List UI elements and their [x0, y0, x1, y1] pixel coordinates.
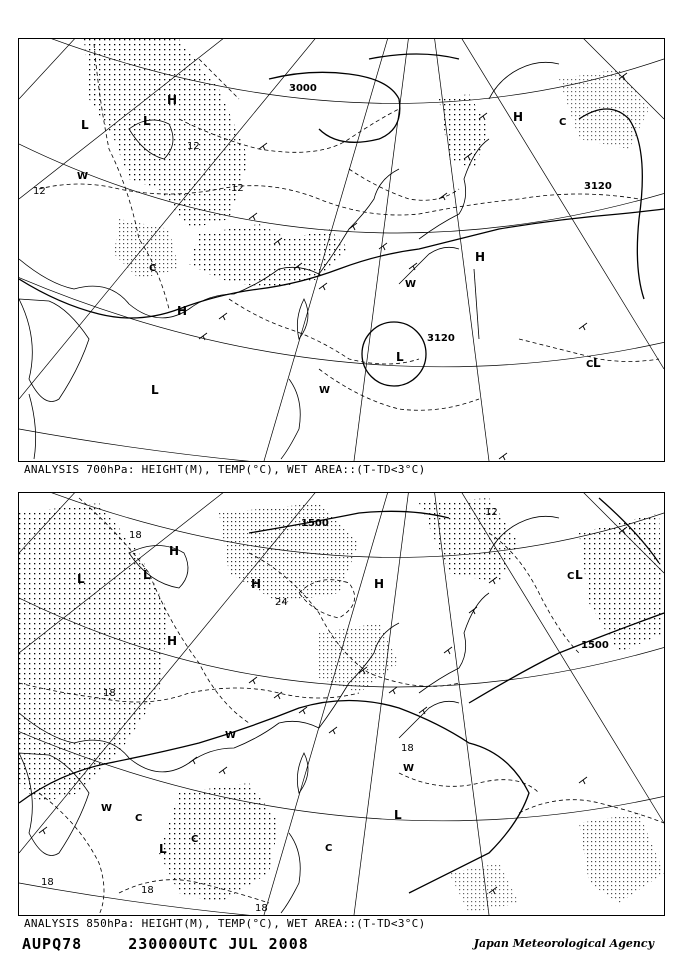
- isotherm-label: 12: [485, 507, 498, 518]
- isotherm-label: 12: [33, 186, 46, 197]
- isotherm-label: 18: [401, 743, 414, 754]
- isotherm-label: 18: [255, 903, 268, 914]
- pressure-center-high: H: [513, 110, 524, 124]
- warm-mark: W: [403, 763, 415, 774]
- cold-mark: C: [559, 117, 567, 128]
- pressure-center-low: L: [593, 356, 601, 370]
- map-panel-850hpa: [18, 492, 665, 916]
- low-3120-contour: [362, 322, 426, 386]
- pressure-center-high: H: [374, 577, 385, 591]
- pressure-center-high: H: [169, 544, 180, 558]
- map-panel-700hpa: [18, 38, 665, 462]
- pressure-center-low: L: [77, 572, 85, 586]
- caption-700hpa: ANALYSIS 700hPa: HEIGHT(M), TEMP(°C), WET AREA::(T-TD<3°C): [24, 463, 426, 476]
- height-label: 1500: [581, 640, 609, 651]
- height-label: 3120: [427, 333, 455, 344]
- warm-mark: W: [405, 279, 417, 290]
- chart-code: AUPQ78: [22, 935, 83, 953]
- pressure-center-low: L: [151, 383, 159, 397]
- isotherm-label: 18: [41, 877, 54, 888]
- pressure-center-high: H: [251, 577, 262, 591]
- caption-850hpa: ANALYSIS 850hPa: HEIGHT(M), TEMP(°C), WET AREA::(T-TD<3°C): [24, 917, 426, 930]
- height-label: 1500: [301, 518, 329, 529]
- cold-mark: C: [191, 834, 199, 845]
- pressure-center-low: L: [143, 568, 151, 582]
- cold-mark: C: [567, 571, 575, 582]
- cold-mark: C: [135, 813, 143, 824]
- warm-mark: W: [77, 171, 89, 182]
- pressure-center-high: H: [167, 634, 178, 648]
- map-700hpa: [19, 39, 664, 461]
- agency-credit: Japan Meteorological Agency: [473, 937, 654, 950]
- chart-identifier: [22, 935, 345, 953]
- warm-mark: W: [225, 730, 237, 741]
- isotherm-label: 24: [275, 597, 288, 608]
- isotherm-label: 12: [187, 141, 200, 152]
- thermal-marks: [101, 571, 574, 854]
- isotherm-label: 18: [129, 530, 142, 541]
- wet-area-hatching: [19, 498, 664, 913]
- cold-mark: C: [325, 843, 333, 854]
- map-850hpa: [19, 493, 664, 915]
- height-label: 3000: [289, 83, 317, 94]
- pressure-center-low: L: [394, 808, 402, 822]
- warm-mark: W: [319, 385, 331, 396]
- isotherm-label: 18: [141, 885, 154, 896]
- pressure-center-low: L: [396, 350, 404, 364]
- pressure-center-low: L: [143, 114, 151, 128]
- warm-mark: W: [101, 803, 113, 814]
- cold-mark: C: [149, 263, 157, 274]
- height-label: 3120: [584, 181, 612, 192]
- wet-area-hatching: [84, 39, 649, 289]
- pressure-center-high: H: [475, 250, 486, 264]
- pressure-center-high: H: [167, 93, 178, 107]
- cold-mark: C: [586, 359, 594, 370]
- pressure-center-low: L: [159, 842, 167, 856]
- valid-time: 230000UTC JUL 2008: [128, 935, 309, 953]
- isotherm-label: 18: [103, 688, 116, 699]
- isotherm-label: 12: [231, 183, 244, 194]
- pressure-center-low: L: [81, 118, 89, 132]
- pressure-center-high: H: [177, 304, 188, 318]
- pressure-center-low: L: [575, 568, 583, 582]
